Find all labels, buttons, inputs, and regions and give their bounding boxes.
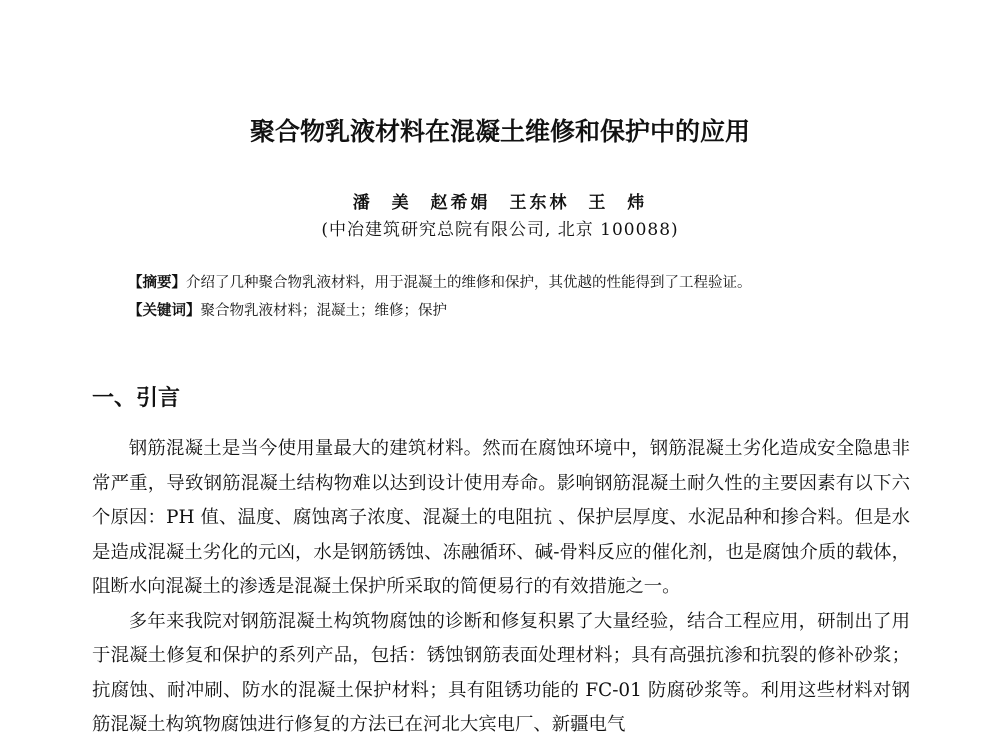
keywords-text: 聚合物乳液材料；混凝土；维修；保护 (200, 303, 447, 319)
keywords-line (128, 297, 888, 325)
section-body (92, 432, 910, 743)
author-list: 潘 美 赵希娟 王东林 王 炜 (352, 193, 648, 213)
abstract-block (128, 269, 888, 325)
abstract-label: 【摘要】 (128, 275, 186, 291)
paragraph: 多年来我院对钢筋混凝土构筑物腐蚀的诊断和修复积累了大量经验，结合工程应用，研制出了用于混凝土修复和保护的系列产品，包括：锈蚀钢筋表面处理材料；具有高强抗渗和抗裂的修补砂浆；抗腐蚀、耐冲刷、防水的混凝土保护材料；具有阻锈功能的 FC-01 防腐砂浆等。利用这些材料对钢筋混凝土构筑物腐蚀进行修复的方法已在河北大宾电厂、新疆电气 (92, 610, 910, 735)
paragraph: 钢筋混凝土是当今使用量最大的建筑材料。然而在腐蚀环境中，钢筋混凝土劣化造成安全隐患非常严重，导致钢筋混凝土结构物难以达到设计使用寿命。影响钢筋混凝土耐久性的主要因素有以下六个原因：PH 值、温度、腐蚀离子浓度、混凝土的电阻抗 、保护层厚度、水泥品种和掺合料。但是水是造成混凝土劣化的元凶，水是钢筋锈蚀、冻融循环、碱-骨料反应的催化剂，也是腐蚀介质的载体，阻断水向混凝土的渗透是混凝土保护所采取的简便易行的有效措施之一。 (92, 438, 910, 597)
section-heading-introduction: 一、引言 (92, 386, 181, 411)
keywords-label: 【关键词】 (128, 303, 201, 319)
abstract-text: 介绍了几种聚合物乳液材料，用于混凝土的维修和保护，其优越的性能得到了工程验证。 (186, 275, 752, 291)
abstract-line (128, 269, 888, 297)
affiliation: (中冶建筑研究总院有限公司, 北京 100088) (321, 220, 679, 240)
paper-title: 聚合物乳液材料在混凝土维修和保护中的应用 (249, 117, 750, 146)
